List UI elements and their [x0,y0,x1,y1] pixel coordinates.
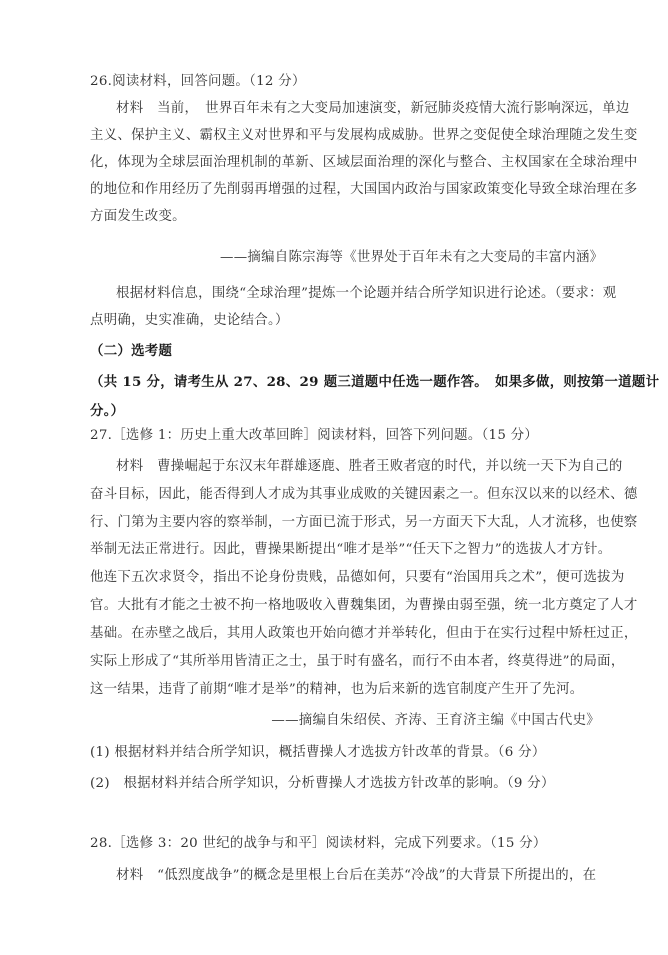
q27-material-line: 奋斗目标，因此，能否得到人才成为其事业成败的关键因素之一。但东汉以来的以经术、德 [90,487,638,502]
q26-material-line: 材料 当前， 世界百年未有之大变局加速演变，新冠肺炎疫情大流行影响深远，单边 [116,101,630,116]
q27-material-line: 材料 曹操崛起于东汉末年群雄逐鹿、胜者王败者寇的时代，并以统一天下为自己的 [116,459,623,474]
q26-requirement-line: 点明确，史实准确，史论结合。） [90,313,289,328]
section-note-line: 分。） [90,403,125,419]
q26-material-line: 主义、保护主义、霸权主义对世界和平与发展构成威胁。世界之变促使全球治理随之发生变 [90,128,638,143]
q28-title: 28.［选修 3：20 世纪的战争与和平］阅读材料，完成下列要求。（15 分） [90,836,547,851]
q27-material-line: 行、门第为主要内容的察举制，一方面已流于形式，另一方面天下大乱，人才流移，也使察 [90,515,638,530]
q27-material-line: 举制无法正常进行。因此，曹操果断提出“唯才是举”“任天下之智力”的选拔人才方针。 [90,542,612,557]
q27-sub-question: (1) 根据材料并结合所学知识，概括曹操人才选拔方针改革的背景。（6 分） [90,745,546,760]
q27-material-line: 基础。在赤壁之战后，其用人政策也开始向德才并举转化，但由于在实行过程中矫枉过正， [90,626,638,641]
q27-material-line: 这一结果，违背了前期“唯才是举”的精神，也为后来新的选官制度产生开了先河。 [90,682,584,697]
q26-material-line: 方面发生改变。 [90,209,186,224]
q27-source: ——摘编自朱绍侯、齐涛、王育济主编《中国古代史》 [271,713,600,728]
q26-requirement-line: 根据材料信息，围绕“全球治理”提炼一个论题并结合所学知识进行论述。（要求：观 [116,286,617,301]
q26-material-line: 化，体现为全球层面治理机制的革新、区域层面治理的深化与整合、主权国家在全球治理中 [90,155,638,170]
section-note-line: （共 15 分，请考生从 27、28、29 题三道题中任选一题作答。 如果多做，则按第一道题计 [90,374,660,390]
q27-title: 27.［选修 1：历史上重大改革回眸］阅读材料，回答下列问题。（15 分） [90,428,539,443]
q28-material-line: 材料 “低烈度战争”的概念是里根上台后在美苏“冷战”的大背景下所提出的，在 [116,868,597,883]
q26-title: 26.阅读材料，回答问题。（12 分） [90,74,306,89]
q26-source: ——摘编自陈宗海等《世界处于百年未有之大变局的丰富内涵》 [220,250,604,265]
section-heading: （二）选考题 [90,343,173,359]
q27-material-line: 他连下五次求贤令，指出不论身份贵贱，品德如何，只要有“治国用兵之术”，便可选拔为 [90,570,625,585]
q27-material-line: 实际上形成了“其所举用皆清正之士，虽于时有盛名，而行不由本者，终莫得进”的局面， [90,654,625,669]
q26-material-line: 的地位和作用经历了先削弱再增强的过程，大国国内政治与国家政策变化导致全球治理在多 [90,182,638,197]
q27-sub-question: (2) 根据材料并结合所学知识，分析曹操人才选拔方针改革的影响。（9 分） [90,776,555,791]
q27-material-line: 官。大批有才能之士被不拘一格地吸收入曹魏集团，为曹操由弱至强，统一北方奠定了人才 [90,598,638,613]
